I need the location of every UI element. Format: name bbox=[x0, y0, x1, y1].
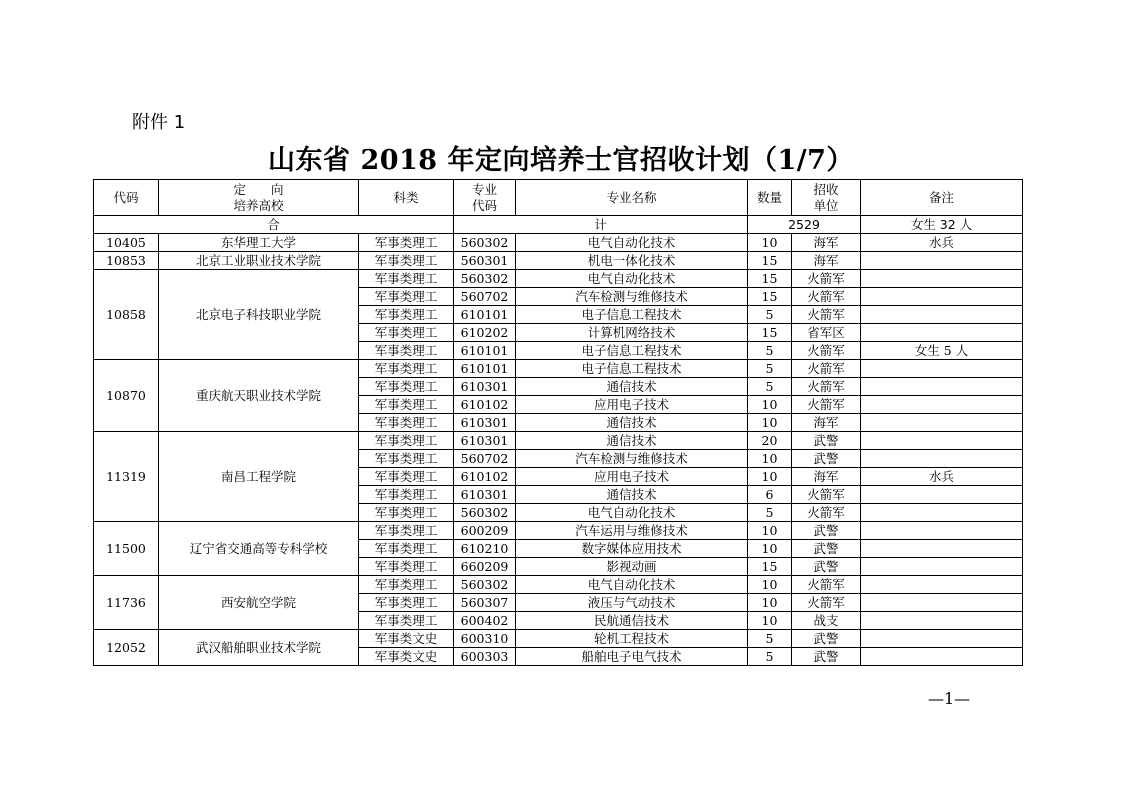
category-cell: 军事类理工 bbox=[359, 486, 454, 504]
major-code-cell: 560302 bbox=[454, 576, 516, 594]
remark-cell bbox=[861, 378, 1023, 396]
unit-cell: 火箭军 bbox=[792, 594, 861, 612]
remark-cell bbox=[861, 558, 1023, 576]
unit-cell: 武警 bbox=[792, 432, 861, 450]
category-cell: 军事类理工 bbox=[359, 252, 454, 270]
table-row bbox=[94, 252, 1023, 270]
school-name-cell: 武汉船舶职业技术学院 bbox=[159, 630, 359, 666]
quantity-cell: 6 bbox=[748, 486, 792, 504]
header-quantity: 数量 bbox=[748, 180, 792, 216]
remark-cell bbox=[861, 414, 1023, 432]
remark-cell: 女生 5 人 bbox=[861, 342, 1023, 360]
remark-cell bbox=[861, 288, 1023, 306]
unit-cell: 火箭军 bbox=[792, 342, 861, 360]
unit-cell: 武警 bbox=[792, 540, 861, 558]
unit-cell: 海军 bbox=[792, 252, 861, 270]
unit-cell: 火箭军 bbox=[792, 396, 861, 414]
major-name-cell: 通信技术 bbox=[516, 432, 748, 450]
unit-cell: 火箭军 bbox=[792, 306, 861, 324]
major-name-cell: 电气自动化技术 bbox=[516, 234, 748, 252]
major-code-cell: 610101 bbox=[454, 342, 516, 360]
quantity-cell: 10 bbox=[748, 612, 792, 630]
remark-cell bbox=[861, 396, 1023, 414]
major-code-cell: 600310 bbox=[454, 630, 516, 648]
major-code-cell: 610202 bbox=[454, 324, 516, 342]
major-code-cell: 560302 bbox=[454, 270, 516, 288]
page-number: —1— bbox=[928, 689, 971, 708]
header-major-code-line1: 专业 bbox=[471, 181, 497, 197]
header-school-line2: 培养高校 bbox=[233, 197, 284, 213]
document-title: 山东省 2018 年定向培养士官招收计划（1/7） bbox=[268, 145, 854, 176]
quantity-cell: 10 bbox=[748, 594, 792, 612]
quantity-cell: 20 bbox=[748, 432, 792, 450]
unit-cell: 武警 bbox=[792, 630, 861, 648]
quantity-cell: 5 bbox=[748, 306, 792, 324]
quantity-cell: 5 bbox=[748, 378, 792, 396]
major-name-cell: 轮机工程技术 bbox=[516, 630, 748, 648]
major-code-cell: 560307 bbox=[454, 594, 516, 612]
unit-cell: 海军 bbox=[792, 234, 861, 252]
category-cell: 军事类理工 bbox=[359, 450, 454, 468]
unit-cell: 省军区 bbox=[792, 324, 861, 342]
school-code-cell: 10870 bbox=[94, 360, 159, 432]
school-code-cell: 10853 bbox=[94, 252, 159, 270]
remark-cell bbox=[861, 450, 1023, 468]
quantity-cell: 5 bbox=[748, 630, 792, 648]
major-name-cell: 电子信息工程技术 bbox=[516, 360, 748, 378]
category-cell: 军事类理工 bbox=[359, 288, 454, 306]
quantity-cell: 15 bbox=[748, 252, 792, 270]
major-name-cell: 数字媒体应用技术 bbox=[516, 540, 748, 558]
header-remark: 备注 bbox=[861, 180, 1023, 216]
category-cell: 军事类文史 bbox=[359, 648, 454, 666]
remark-cell bbox=[861, 270, 1023, 288]
attachment-label: 附件 1 bbox=[132, 112, 186, 133]
remark-cell bbox=[861, 612, 1023, 630]
unit-cell: 火箭军 bbox=[792, 360, 861, 378]
school-code-cell: 12052 bbox=[94, 630, 159, 666]
unit-cell: 火箭军 bbox=[792, 270, 861, 288]
major-name-cell: 影视动画 bbox=[516, 558, 748, 576]
quantity-cell: 10 bbox=[748, 450, 792, 468]
unit-cell: 海军 bbox=[792, 414, 861, 432]
total-remark: 女生 32 人 bbox=[861, 216, 1023, 234]
remark-cell bbox=[861, 504, 1023, 522]
category-cell: 军事类理工 bbox=[359, 522, 454, 540]
remark-cell bbox=[861, 324, 1023, 342]
header-major-name: 专业名称 bbox=[516, 180, 748, 216]
major-name-cell: 机电一体化技术 bbox=[516, 252, 748, 270]
school-name-cell: 北京电子科技职业学院 bbox=[159, 270, 359, 360]
header-code: 代码 bbox=[94, 180, 159, 216]
major-code-cell: 600303 bbox=[454, 648, 516, 666]
school-name-cell: 西安航空学院 bbox=[159, 576, 359, 630]
quantity-cell: 10 bbox=[748, 396, 792, 414]
major-code-cell: 560302 bbox=[454, 234, 516, 252]
major-code-cell: 560702 bbox=[454, 288, 516, 306]
unit-cell: 火箭军 bbox=[792, 288, 861, 306]
remark-cell bbox=[861, 576, 1023, 594]
remark-cell bbox=[861, 252, 1023, 270]
quantity-cell: 5 bbox=[748, 360, 792, 378]
major-code-cell: 610301 bbox=[454, 378, 516, 396]
remark-cell bbox=[861, 630, 1023, 648]
table-header-row bbox=[94, 180, 1023, 216]
school-name-cell: 东华理工大学 bbox=[159, 234, 359, 252]
major-code-cell: 560301 bbox=[454, 252, 516, 270]
school-code-cell: 10858 bbox=[94, 270, 159, 360]
major-name-cell: 应用电子技术 bbox=[516, 396, 748, 414]
major-code-cell: 600209 bbox=[454, 522, 516, 540]
table-row bbox=[94, 270, 1023, 288]
header-major-code bbox=[454, 180, 516, 216]
major-name-cell: 船舶电子电气技术 bbox=[516, 648, 748, 666]
unit-cell: 火箭军 bbox=[792, 576, 861, 594]
category-cell: 军事类理工 bbox=[359, 414, 454, 432]
category-cell: 军事类理工 bbox=[359, 378, 454, 396]
major-name-cell: 电气自动化技术 bbox=[516, 576, 748, 594]
school-code-cell: 11319 bbox=[94, 432, 159, 522]
quantity-cell: 10 bbox=[748, 414, 792, 432]
category-cell: 军事类理工 bbox=[359, 306, 454, 324]
unit-cell: 武警 bbox=[792, 558, 861, 576]
table-row bbox=[94, 630, 1023, 648]
unit-cell: 火箭军 bbox=[792, 504, 861, 522]
major-code-cell: 600402 bbox=[454, 612, 516, 630]
quantity-cell: 10 bbox=[748, 522, 792, 540]
major-code-cell: 610301 bbox=[454, 486, 516, 504]
header-unit-line1: 招收 bbox=[813, 181, 839, 197]
major-code-cell: 560302 bbox=[454, 504, 516, 522]
total-label-a: 合 bbox=[94, 216, 454, 234]
major-name-cell: 汽车检测与维修技术 bbox=[516, 450, 748, 468]
major-name-cell: 电子信息工程技术 bbox=[516, 342, 748, 360]
remark-cell bbox=[861, 594, 1023, 612]
category-cell: 军事类理工 bbox=[359, 558, 454, 576]
category-cell: 军事类理工 bbox=[359, 594, 454, 612]
category-cell: 军事类理工 bbox=[359, 540, 454, 558]
remark-cell bbox=[861, 306, 1023, 324]
unit-cell: 火箭军 bbox=[792, 378, 861, 396]
major-code-cell: 610101 bbox=[454, 306, 516, 324]
category-cell: 军事类文史 bbox=[359, 630, 454, 648]
enrollment-plan-table bbox=[93, 179, 1023, 666]
major-code-cell: 610301 bbox=[454, 414, 516, 432]
unit-cell: 武警 bbox=[792, 450, 861, 468]
major-name-cell: 通信技术 bbox=[516, 378, 748, 396]
table-row bbox=[94, 576, 1023, 594]
quantity-cell: 10 bbox=[748, 540, 792, 558]
unit-cell: 武警 bbox=[792, 648, 861, 666]
category-cell: 军事类理工 bbox=[359, 324, 454, 342]
category-cell: 军事类理工 bbox=[359, 504, 454, 522]
remark-cell: 水兵 bbox=[861, 234, 1023, 252]
major-name-cell: 通信技术 bbox=[516, 414, 748, 432]
major-name-cell: 汽车运用与维修技术 bbox=[516, 522, 748, 540]
category-cell: 军事类理工 bbox=[359, 396, 454, 414]
header-school-line1: 定 向 bbox=[233, 181, 284, 197]
quantity-cell: 10 bbox=[748, 576, 792, 594]
remark-cell bbox=[861, 522, 1023, 540]
header-category: 科类 bbox=[359, 180, 454, 216]
school-name-cell: 辽宁省交通高等专科学校 bbox=[159, 522, 359, 576]
category-cell: 军事类理工 bbox=[359, 468, 454, 486]
quantity-cell: 15 bbox=[748, 288, 792, 306]
quantity-cell: 5 bbox=[748, 504, 792, 522]
major-name-cell: 电子信息工程技术 bbox=[516, 306, 748, 324]
category-cell: 军事类理工 bbox=[359, 360, 454, 378]
remark-cell: 水兵 bbox=[861, 468, 1023, 486]
table-row bbox=[94, 432, 1023, 450]
major-name-cell: 电气自动化技术 bbox=[516, 504, 748, 522]
major-name-cell: 应用电子技术 bbox=[516, 468, 748, 486]
header-unit bbox=[792, 180, 861, 216]
major-code-cell: 610301 bbox=[454, 432, 516, 450]
quantity-cell: 10 bbox=[748, 234, 792, 252]
major-name-cell: 通信技术 bbox=[516, 486, 748, 504]
quantity-cell: 5 bbox=[748, 648, 792, 666]
category-cell: 军事类理工 bbox=[359, 234, 454, 252]
school-name-cell: 重庆航天职业技术学院 bbox=[159, 360, 359, 432]
unit-cell: 战支 bbox=[792, 612, 861, 630]
school-name-cell: 北京工业职业技术学院 bbox=[159, 252, 359, 270]
table-row bbox=[94, 234, 1023, 252]
category-cell: 军事类理工 bbox=[359, 342, 454, 360]
remark-cell bbox=[861, 360, 1023, 378]
total-label-b: 计 bbox=[454, 216, 748, 234]
quantity-cell: 15 bbox=[748, 270, 792, 288]
school-code-cell: 10405 bbox=[94, 234, 159, 252]
header-school bbox=[159, 180, 359, 216]
major-code-cell: 610102 bbox=[454, 468, 516, 486]
header-major-code-line2: 代码 bbox=[471, 197, 497, 213]
remark-cell bbox=[861, 540, 1023, 558]
quantity-cell: 15 bbox=[748, 324, 792, 342]
remark-cell bbox=[861, 486, 1023, 504]
major-name-cell: 电气自动化技术 bbox=[516, 270, 748, 288]
major-name-cell: 民航通信技术 bbox=[516, 612, 748, 630]
quantity-cell: 5 bbox=[748, 342, 792, 360]
category-cell: 军事类理工 bbox=[359, 576, 454, 594]
category-cell: 军事类理工 bbox=[359, 612, 454, 630]
major-code-cell: 660209 bbox=[454, 558, 516, 576]
major-code-cell: 610210 bbox=[454, 540, 516, 558]
school-name-cell: 南昌工程学院 bbox=[159, 432, 359, 522]
table-row bbox=[94, 522, 1023, 540]
header-unit-line2: 单位 bbox=[813, 197, 839, 213]
total-row bbox=[94, 216, 1023, 234]
major-code-cell: 610101 bbox=[454, 360, 516, 378]
remark-cell bbox=[861, 432, 1023, 450]
quantity-cell: 15 bbox=[748, 558, 792, 576]
major-name-cell: 液压与气动技术 bbox=[516, 594, 748, 612]
remark-cell bbox=[861, 648, 1023, 666]
category-cell: 军事类理工 bbox=[359, 270, 454, 288]
major-name-cell: 汽车检测与维修技术 bbox=[516, 288, 748, 306]
major-name-cell: 计算机网络技术 bbox=[516, 324, 748, 342]
school-code-cell: 11500 bbox=[94, 522, 159, 576]
school-code-cell: 11736 bbox=[94, 576, 159, 630]
category-cell: 军事类理工 bbox=[359, 432, 454, 450]
unit-cell: 火箭军 bbox=[792, 486, 861, 504]
table-row bbox=[94, 360, 1023, 378]
total-quantity: 2529 bbox=[748, 216, 861, 234]
quantity-cell: 10 bbox=[748, 468, 792, 486]
unit-cell: 武警 bbox=[792, 522, 861, 540]
unit-cell: 海军 bbox=[792, 468, 861, 486]
major-code-cell: 560702 bbox=[454, 450, 516, 468]
major-code-cell: 610102 bbox=[454, 396, 516, 414]
